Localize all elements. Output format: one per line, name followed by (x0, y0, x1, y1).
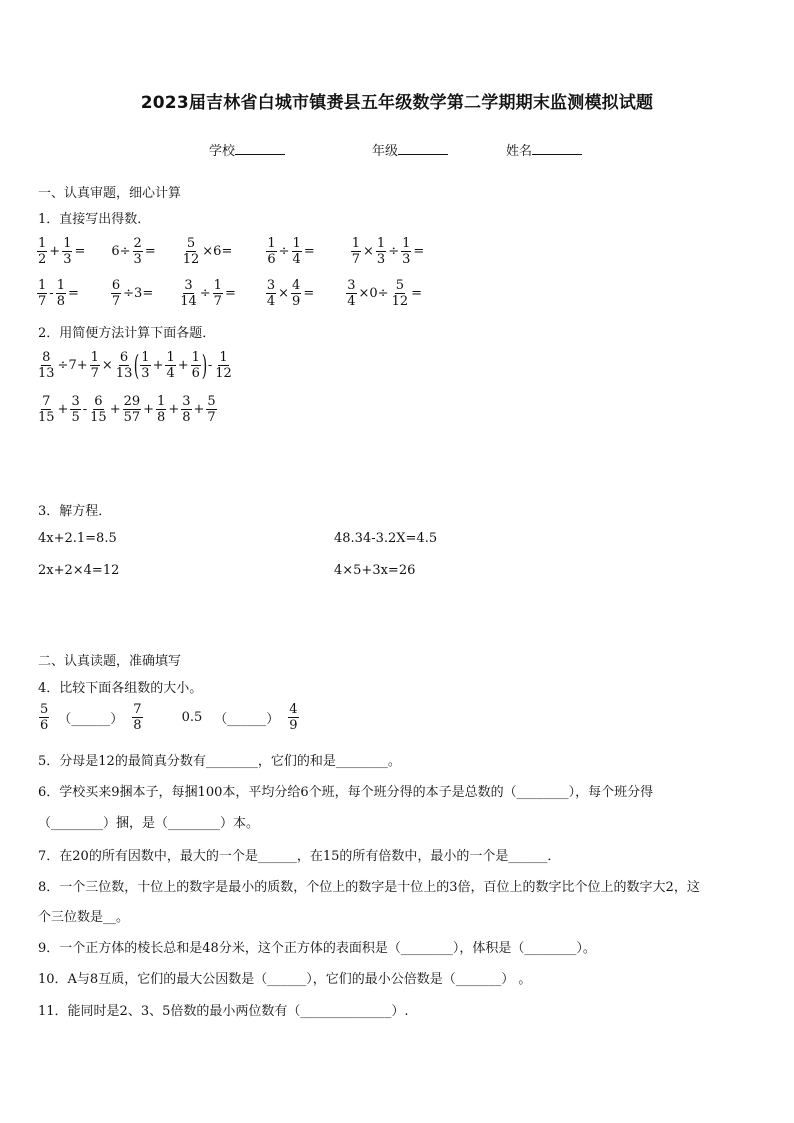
expression-1 (36, 350, 234, 381)
fraction (292, 236, 302, 267)
fraction (214, 350, 233, 381)
denominator: 6 (191, 366, 200, 381)
question-6-line-1: 6．学校买来9捆本子，每捆100本，平均分给6个班，每个班分得的本子是总数的（________），每个班分得 (38, 785, 654, 800)
operator: = (413, 244, 425, 259)
numerator: 3 (347, 278, 356, 293)
numerator: 1 (157, 394, 166, 409)
denominator: 7 (38, 294, 47, 309)
name-blank[interactable] (532, 154, 582, 155)
operator: ×6= (202, 244, 233, 259)
denominator: 4 (266, 294, 276, 309)
question-9: 9．一个正方体的棱长总和是48分米，这个正方体的表面积是（________），体积是（________）。 (38, 941, 596, 956)
denominator: 15 (38, 410, 55, 425)
operator: 6÷ (111, 244, 131, 259)
operator: ÷7+ (57, 358, 88, 373)
fraction (191, 350, 201, 381)
compare-blank-2[interactable]: （______） (214, 712, 280, 727)
operator: = (144, 244, 156, 259)
numerator: 1 (219, 350, 228, 365)
numerator: 5 (207, 394, 216, 409)
school-blank[interactable] (235, 154, 285, 155)
fraction (266, 236, 276, 267)
denominator: 5 (71, 410, 80, 425)
denominator: 8 (133, 718, 142, 733)
numerator: 4 (292, 278, 301, 293)
fraction (351, 236, 361, 267)
denominator: 6 (267, 252, 276, 267)
denominator: 7 (111, 294, 121, 309)
numerator: 1 (141, 350, 150, 365)
numerator: 7 (42, 394, 51, 409)
operator: + (177, 358, 189, 373)
equation-1: 4x+2.1=8.5 (38, 531, 117, 546)
operator: + (49, 244, 61, 259)
numerator: 8 (42, 350, 51, 365)
denominator: 3 (141, 366, 150, 381)
fraction (181, 394, 191, 425)
denominator: 4 (166, 366, 175, 381)
fraction (39, 702, 49, 733)
operator: + (193, 402, 205, 417)
calc-row-2 (36, 278, 423, 309)
fraction (182, 236, 201, 267)
numerator: 1 (166, 350, 175, 365)
page-title: 2023届吉林省白城市镇赉县五年级数学第二学期期末监测模拟试题 (140, 93, 654, 113)
operator: ÷ (199, 286, 211, 301)
fraction (115, 350, 134, 381)
operator: ÷3= (123, 286, 154, 301)
fraction (123, 394, 142, 425)
numerator: 1 (213, 278, 222, 293)
fraction (90, 350, 100, 381)
fraction (391, 278, 410, 309)
fraction (37, 350, 56, 381)
compare-row (38, 702, 300, 733)
school-label: 学校 (209, 144, 236, 159)
calc-row-1 (36, 236, 425, 267)
denominator: 7 (213, 294, 222, 309)
fraction (165, 350, 175, 381)
denominator: 3 (63, 252, 72, 267)
grade-field (372, 140, 448, 159)
fraction (291, 278, 301, 309)
denominator: 2 (38, 252, 47, 267)
denominator: 57 (123, 410, 141, 425)
numerator: 7 (133, 702, 142, 717)
question-6-line-2: （________）捆，是（________）本。 (38, 816, 260, 831)
numerator: 4 (289, 702, 298, 717)
fraction (376, 236, 386, 267)
numerator: 29 (123, 394, 141, 409)
question-8-line-2: 个三位数是__。 (38, 910, 130, 925)
fraction (62, 236, 72, 267)
numerator: 1 (63, 236, 72, 251)
operator: ÷ (388, 244, 400, 259)
operator: + (143, 402, 155, 417)
question-7: 7．在20的所有因数中，最大的一个是______，在15的所有倍数中，最小的一个是______． (38, 849, 561, 864)
operator: + (168, 402, 180, 417)
numerator: 1 (292, 236, 301, 251)
fraction (401, 236, 411, 267)
fraction (266, 278, 276, 309)
denominator: 13 (115, 366, 133, 381)
denominator: 4 (347, 294, 356, 309)
equation-4: 4×5+3x=26 (334, 563, 416, 578)
numerator: 3 (184, 278, 193, 293)
denominator: 7 (351, 252, 360, 267)
fraction (37, 236, 47, 267)
operator: = (303, 244, 315, 259)
operator: = (411, 286, 423, 301)
denominator: 3 (402, 252, 411, 267)
numerator: 3 (182, 394, 191, 409)
school-field (209, 140, 285, 159)
fraction (89, 394, 108, 425)
fraction (70, 394, 80, 425)
operator: × (363, 244, 374, 259)
denominator: 13 (38, 366, 55, 381)
fraction (133, 236, 143, 267)
denominator: 7 (90, 366, 99, 381)
operator: ×0÷ (358, 286, 389, 301)
fraction (37, 394, 56, 425)
question-1: 1．直接写出得数． (38, 212, 151, 227)
operator: + (57, 402, 69, 417)
fraction (288, 702, 298, 733)
operator: = (224, 286, 236, 301)
equation-3: 2x+2×4=12 (38, 563, 120, 578)
operator: - (49, 286, 54, 301)
denominator: 3 (376, 252, 386, 267)
fraction (346, 278, 356, 309)
denominator: 7 (207, 410, 216, 425)
denominator: 6 (40, 718, 49, 733)
operator: ÷ (278, 244, 290, 259)
fraction (156, 394, 166, 425)
denominator: 12 (391, 294, 409, 309)
numerator: 1 (38, 236, 47, 251)
expression-2 (36, 394, 218, 425)
operator: + (152, 358, 164, 373)
denominator: 8 (157, 410, 166, 425)
numerator: 6 (111, 278, 121, 293)
fraction (111, 278, 121, 309)
question-3: 3．解方程． (38, 504, 112, 519)
numerator: 1 (191, 350, 200, 365)
fraction (132, 702, 142, 733)
denominator: 15 (90, 410, 107, 425)
numerator: 1 (267, 236, 276, 251)
denominator: 8 (56, 294, 65, 309)
operator: × (278, 286, 290, 301)
question-4: 4．比较下面各组数的大小。 (38, 681, 203, 696)
numerator: 5 (40, 702, 49, 717)
question-11: 11．能同时是2、3、5倍数的最小两位数有（______________）. (38, 1004, 409, 1019)
fraction (56, 278, 66, 309)
left-paren: ( (134, 348, 140, 382)
numerator: 2 (133, 236, 142, 251)
name-label: 姓名 (506, 144, 533, 159)
numerator: 3 (266, 278, 276, 293)
question-10: 10．A与8互质，它们的最大公因数是（______），它们的最小公倍数是（_______） 。 (38, 972, 532, 987)
numerator: 1 (376, 236, 386, 251)
denominator: 12 (215, 366, 232, 381)
name-field (506, 140, 582, 159)
denominator: 9 (289, 718, 298, 733)
fraction (213, 278, 223, 309)
operator: = (74, 244, 86, 259)
right-paren: ) (201, 348, 208, 382)
grade-blank[interactable] (398, 154, 448, 155)
equation-2: 48.34-3.2X=4.5 (334, 531, 438, 546)
denominator: 9 (292, 294, 301, 309)
numerator: 1 (38, 278, 47, 293)
fraction (140, 350, 150, 381)
numerator: 3 (71, 394, 80, 409)
grade-label: 年级 (372, 144, 399, 159)
numerator: 1 (351, 236, 360, 251)
denominator: 3 (133, 252, 142, 267)
section-2-heading: 二、认真读题，准确填写 (38, 654, 182, 669)
denominator: 14 (180, 294, 197, 309)
fraction (206, 394, 216, 425)
operator: = (67, 286, 79, 301)
fraction (179, 278, 198, 309)
operator: = (303, 286, 315, 301)
compare-blank-1[interactable]: （______） (58, 712, 124, 727)
operator: - (207, 358, 213, 373)
numerator: 1 (56, 278, 65, 293)
numerator: 1 (90, 350, 99, 365)
operator: - (82, 402, 88, 417)
operator: × (101, 358, 113, 373)
numerator: 6 (94, 394, 103, 409)
fraction (37, 278, 47, 309)
denominator: 12 (182, 252, 200, 267)
denominator: 8 (182, 410, 191, 425)
numerator: 5 (395, 278, 404, 293)
denominator: 4 (292, 252, 301, 267)
question-5: 5．分母是12的最简真分数有________，它们的和是________。 (38, 754, 401, 769)
operator: + (109, 402, 121, 417)
question-8-line-1: 8．一个三位数，十位上的数字是最小的质数，个位上的数字是十位上的3倍，百位上的数字比个位上的数字大2，这 (38, 880, 700, 895)
numerator: 6 (119, 350, 129, 365)
question-2: 2．用简便方法计算下面各题． (38, 326, 216, 341)
numerator: 5 (186, 236, 196, 251)
numerator: 1 (402, 236, 411, 251)
section-1-heading: 一、认真审题，细心计算 (38, 186, 182, 201)
decimal-value: 0.5 (181, 710, 203, 725)
